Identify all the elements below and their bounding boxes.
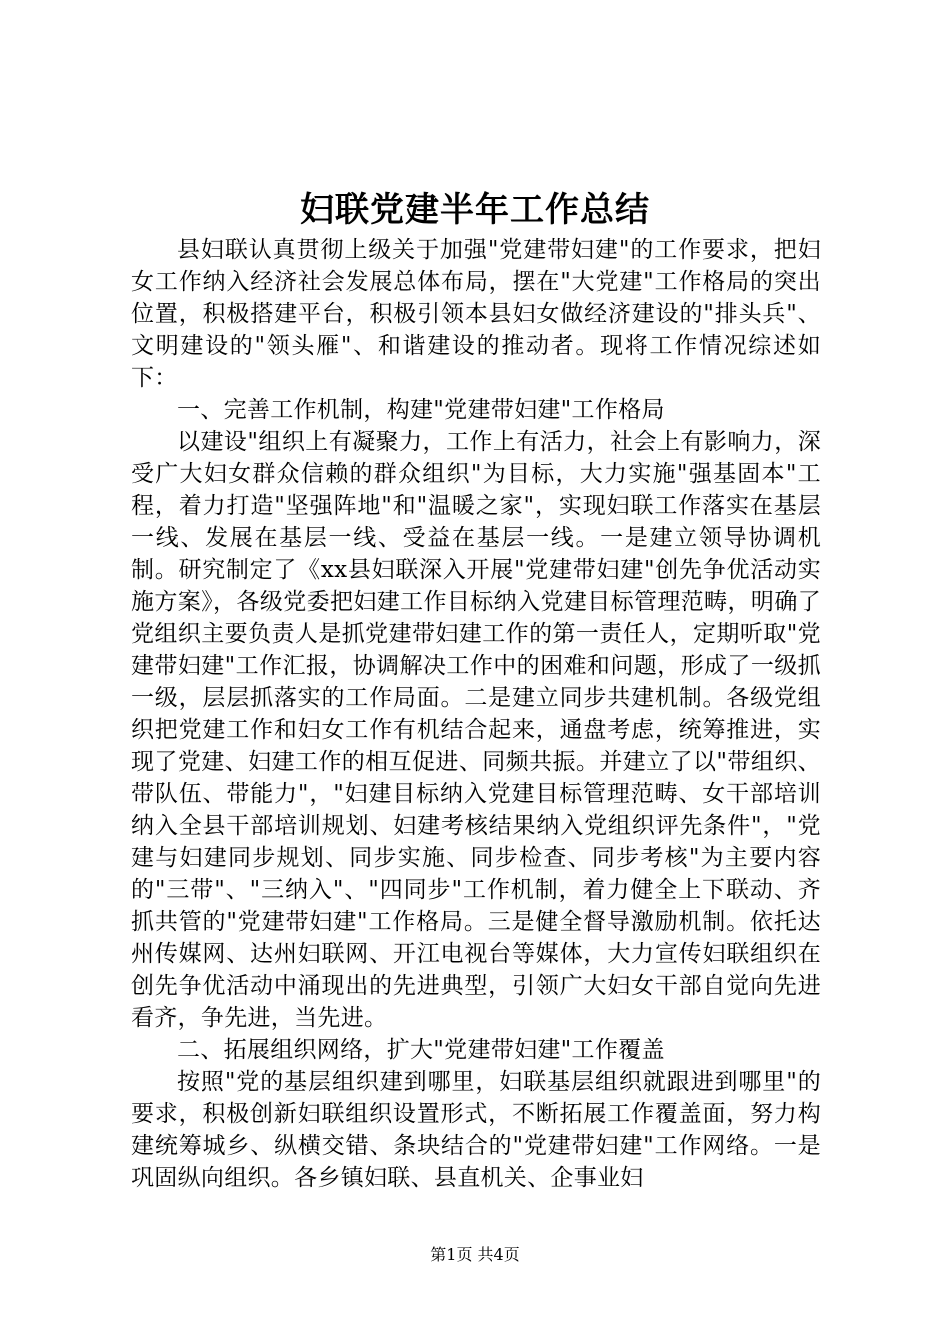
document-body xyxy=(131,234,821,1194)
paragraph-intro: 县妇联认真贯彻上级关于加强"党建带妇建"的工作要求，把妇女工作纳入经济社会发展总体布局，摆在"大党建"工作格局的突出位置，积极搭建平台，积极引领本县妇女做经济建设的"排头兵"、文明建设的"领头雁"、和谐建设的推动者。现将工作情况综述如下： xyxy=(131,237,821,391)
paragraph-section-1: 以建设"组织上有凝聚力，工作上有活力，社会上有影响力，深受广大妇女群众信赖的群众组织"为目标，大力实施"强基固本"工程，着力打造"坚强阵地"和"温暖之家"，实现妇联工作落实在基层一线、发展在基层一线、受益在基层一线。一是建立领导协调机制。研究制定了《xx县妇联深入开展"党建带妇建"创先争优活动实施方案》，各级党委把妇建工作目标纳入党建目标管理范畴，明确了党组织主要负责人是抓党建带妇建工作的第一责任人，定期听取"党建带妇建"工作汇报，协调解决工作中的困难和问题，形成了一级抓一级，层层抓落实的工作局面。二是建立同步共建机制。各级党组织把党建工作和妇女工作有机结合起来，通盘考虑，统筹推进，实现了党建、妇建工作的相互促进、同频共振。并建立了以"带组织、带队伍、带能力"，"妇建目标纳入党建目标管理范畴、女干部培训纳入全县干部培训规划、妇建考核结果纳入党组织评先条件"，"党建与妇建同步规划、同步实施、同步检查、同步考核"为主要内容的"三带"、"三纳入"、"四同步"工作机制，着力健全上下联动、齐抓共管的"党建带妇建"工作格局。三是健全督导激励机制。依托达州传媒网、达州妇联网、开江电视台等媒体，大力宣传妇联组织在创先争优活动中涌现出的先进典型，引领广大妇女干部自觉向先进看齐，争先进，当先进。 xyxy=(131,429,821,1031)
section-heading-1: 一、完善工作机制，构建"党建带妇建"工作格局 xyxy=(177,397,665,423)
section-heading-2: 二、拓展组织网络，扩大"党建带妇建"工作覆盖 xyxy=(177,1037,665,1063)
paragraph-section-2: 按照"党的基层组织建到哪里，妇联基层组织就跟进到哪里"的要求，积极创新妇联组织设置形式，不断拓展工作覆盖面，努力构建统筹城乡、纵横交错、条块结合的"党建带妇建"工作网络。一是巩固纵向组织。各乡镇妇联、县直机关、企事业妇 xyxy=(131,1069,821,1191)
page-footer: 第1页 共4页 xyxy=(430,1245,520,1264)
document-title: 妇联党建半年工作总结 xyxy=(300,190,650,230)
